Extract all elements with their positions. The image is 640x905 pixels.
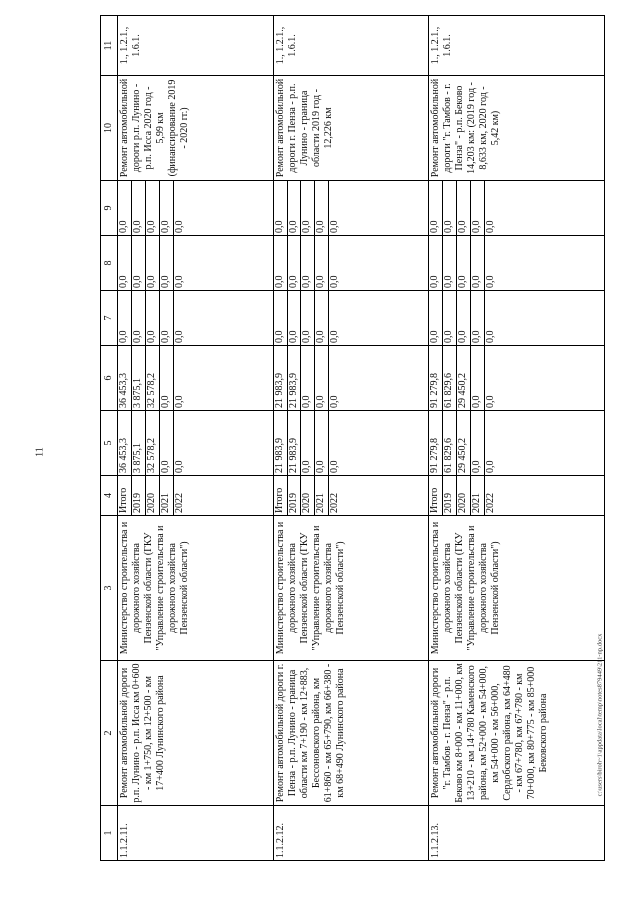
value-col7: 0,0 xyxy=(301,291,315,346)
value-regional: 0,0 xyxy=(159,346,173,411)
value-total: 3 875,1 xyxy=(131,411,145,476)
value-col9: 0,0 xyxy=(485,181,605,236)
year-cell: 2019 xyxy=(131,476,145,516)
table-row xyxy=(429,16,443,861)
item-id: 1.1.2.12. xyxy=(273,806,429,861)
value-total: 0,0 xyxy=(173,411,273,476)
value-total: 0,0 xyxy=(315,411,329,476)
value-col7: 0,0 xyxy=(287,291,301,346)
value-col8: 0,0 xyxy=(485,236,605,291)
value-total: 61 829,6 xyxy=(443,411,457,476)
year-cell: 2019 xyxy=(287,476,301,516)
value-total: 0,0 xyxy=(329,411,429,476)
value-regional: 0,0 xyxy=(470,346,484,411)
value-col7: 0,0 xyxy=(159,291,173,346)
value-col9: 0,0 xyxy=(131,181,145,236)
value-col7: 0,0 xyxy=(429,291,443,346)
year-cell: 2021 xyxy=(315,476,329,516)
header-cell: 8 xyxy=(101,236,118,291)
value-col8: 0,0 xyxy=(443,236,457,291)
value-col9: 0,0 xyxy=(159,181,173,236)
value-col7: 0,0 xyxy=(145,291,159,346)
value-regional: 32 578,2 xyxy=(145,346,159,411)
value-total: 0,0 xyxy=(485,411,605,476)
item-result: Ремонт автомобильной дороги р.п. Лунино - р.п. Исса 2020 год - 5,99 км (финансирование 2019 - 2020 гг.) xyxy=(118,76,274,181)
item-name: Ремонт автомобильной дороги г. Пенза - р.п. Лунино - граница области км 7+190 - км 12+883, Бессоновского района, км 61+860 - км 65+790, км 66+380 - км 68+490 Лунинского района xyxy=(273,661,429,806)
value-total: 29 450,2 xyxy=(457,411,471,476)
year-cell: 2020 xyxy=(457,476,471,516)
value-col7: 0,0 xyxy=(457,291,471,346)
year-cell: Итого xyxy=(429,476,443,516)
value-col8: 0,0 xyxy=(131,236,145,291)
year-cell: 2022 xyxy=(485,476,605,516)
value-total: 0,0 xyxy=(301,411,315,476)
value-col7: 0,0 xyxy=(485,291,605,346)
value-col8: 0,0 xyxy=(118,236,132,291)
page-number: 11 xyxy=(34,447,46,457)
value-regional: 36 453,3 xyxy=(118,346,132,411)
item-name: Ремонт автомобильной дороги "г. Тамбов - г. Пенза" - р.п. Беково км 8+000 - км 11+000, км 13+210 - км 14+780 Каменского района, км 52+000 - км 54+000, км 54+000 - км 56+000, Сердобского района, км 64+480 - км 67+780, км 67+780 - км 70+000, км 80+775 - км 85+000 Бековского района xyxy=(429,661,605,806)
program-table xyxy=(100,15,605,861)
value-col9: 0,0 xyxy=(287,181,301,236)
value-total: 21 983,9 xyxy=(273,411,287,476)
year-cell: Итого xyxy=(273,476,287,516)
footer-file-path: c:\users\biroh~1\appdata\local\temp\notes879449\211-np.docx xyxy=(596,633,604,797)
value-col9: 0,0 xyxy=(173,181,273,236)
header-cell: 10 xyxy=(101,76,118,181)
value-col9: 0,0 xyxy=(429,181,443,236)
value-col8: 0,0 xyxy=(287,236,301,291)
header-row xyxy=(101,16,118,861)
year-cell: 2021 xyxy=(159,476,173,516)
table-row xyxy=(118,16,132,861)
year-cell: 2022 xyxy=(173,476,273,516)
item-ref: 1., 1.2.1., 1.6.1. xyxy=(273,16,429,76)
value-total: 0,0 xyxy=(470,411,484,476)
value-total: 91 279,8 xyxy=(429,411,443,476)
item-executor: Министерство строительства и дорожного хозяйства Пензенской области (ГКУ "Управление строительства и дорожного хозяйства Пензенской области") xyxy=(429,516,605,661)
value-col9: 0,0 xyxy=(273,181,287,236)
item-id: 1.1.2.11. xyxy=(118,806,274,861)
item-ref: 1., 1.2.1., 1.6.1. xyxy=(429,16,605,76)
value-regional: 0,0 xyxy=(485,346,605,411)
value-col9: 0,0 xyxy=(315,181,329,236)
value-col9: 0,0 xyxy=(443,181,457,236)
header-cell: 5 xyxy=(101,411,118,476)
year-cell: 2020 xyxy=(145,476,159,516)
item-ref: 1., 1.2.1., 1.6.1. xyxy=(118,16,274,76)
header-cell: 2 xyxy=(101,661,118,806)
value-regional: 61 829,6 xyxy=(443,346,457,411)
year-cell: 2019 xyxy=(443,476,457,516)
value-col8: 0,0 xyxy=(457,236,471,291)
header-cell: 4 xyxy=(101,476,118,516)
value-regional: 0,0 xyxy=(301,346,315,411)
table-row xyxy=(273,16,287,861)
value-total: 32 578,2 xyxy=(145,411,159,476)
item-result: Ремонт автомобильной дороги г. Пенза - р.п. Лунино - граница области 2019 год - 12,226 км xyxy=(273,76,429,181)
item-result: Ремонт автомобильной дороги "г. Тамбов - г. Пенза" - р.п. Беково 14,203 км: (2019 год - 8,633 км, 2020 год - 5,42 км) xyxy=(429,76,605,181)
year-cell: 2021 xyxy=(470,476,484,516)
value-col9: 0,0 xyxy=(329,181,429,236)
value-col7: 0,0 xyxy=(273,291,287,346)
value-col8: 0,0 xyxy=(159,236,173,291)
year-cell: Итого xyxy=(118,476,132,516)
value-col8: 0,0 xyxy=(173,236,273,291)
value-col8: 0,0 xyxy=(429,236,443,291)
value-col8: 0,0 xyxy=(145,236,159,291)
value-regional: 21 983,9 xyxy=(273,346,287,411)
year-cell: 2022 xyxy=(329,476,429,516)
value-col9: 0,0 xyxy=(145,181,159,236)
header-cell: 3 xyxy=(101,516,118,661)
value-regional: 0,0 xyxy=(315,346,329,411)
value-col7: 0,0 xyxy=(131,291,145,346)
value-col8: 0,0 xyxy=(470,236,484,291)
header-cell: 7 xyxy=(101,291,118,346)
value-col7: 0,0 xyxy=(329,291,429,346)
year-cell: 2020 xyxy=(301,476,315,516)
item-name: Ремонт автомобильной дороги р.п. Лунино - р.п. Исса км 0+600 - км 1+750, км 12+500 - км 17+400 Лунинского района xyxy=(118,661,274,806)
value-col9: 0,0 xyxy=(470,181,484,236)
item-id: 1.1.2.13. xyxy=(429,806,605,861)
header-cell: 11 xyxy=(101,16,118,76)
value-col9: 0,0 xyxy=(301,181,315,236)
value-regional: 29 450,2 xyxy=(457,346,471,411)
value-regional: 91 279,8 xyxy=(429,346,443,411)
value-col7: 0,0 xyxy=(470,291,484,346)
item-executor: Министерство строительства и дорожного хозяйства Пензенской области (ГКУ "Управление строительства и дорожного хозяйства Пензенской области") xyxy=(118,516,274,661)
value-col7: 0,0 xyxy=(443,291,457,346)
value-col7: 0,0 xyxy=(118,291,132,346)
header-cell: 9 xyxy=(101,181,118,236)
header-cell: 1 xyxy=(101,806,118,861)
value-total: 21 983,9 xyxy=(287,411,301,476)
value-col8: 0,0 xyxy=(329,236,429,291)
value-col7: 0,0 xyxy=(173,291,273,346)
value-col9: 0,0 xyxy=(457,181,471,236)
value-col8: 0,0 xyxy=(315,236,329,291)
value-col9: 0,0 xyxy=(118,181,132,236)
value-regional: 0,0 xyxy=(329,346,429,411)
item-executor: Министерство строительства и дорожного хозяйства Пензенской области (ГКУ "Управление строительства и дорожного хозяйства Пензенской области") xyxy=(273,516,429,661)
value-total: 36 453,3 xyxy=(118,411,132,476)
value-regional: 21 983,9 xyxy=(287,346,301,411)
value-col7: 0,0 xyxy=(315,291,329,346)
rotated-table-container xyxy=(100,16,605,861)
header-cell: 6 xyxy=(101,346,118,411)
value-total: 0,0 xyxy=(159,411,173,476)
value-regional: 3 875,1 xyxy=(131,346,145,411)
value-col8: 0,0 xyxy=(273,236,287,291)
value-regional: 0,0 xyxy=(173,346,273,411)
value-col8: 0,0 xyxy=(301,236,315,291)
